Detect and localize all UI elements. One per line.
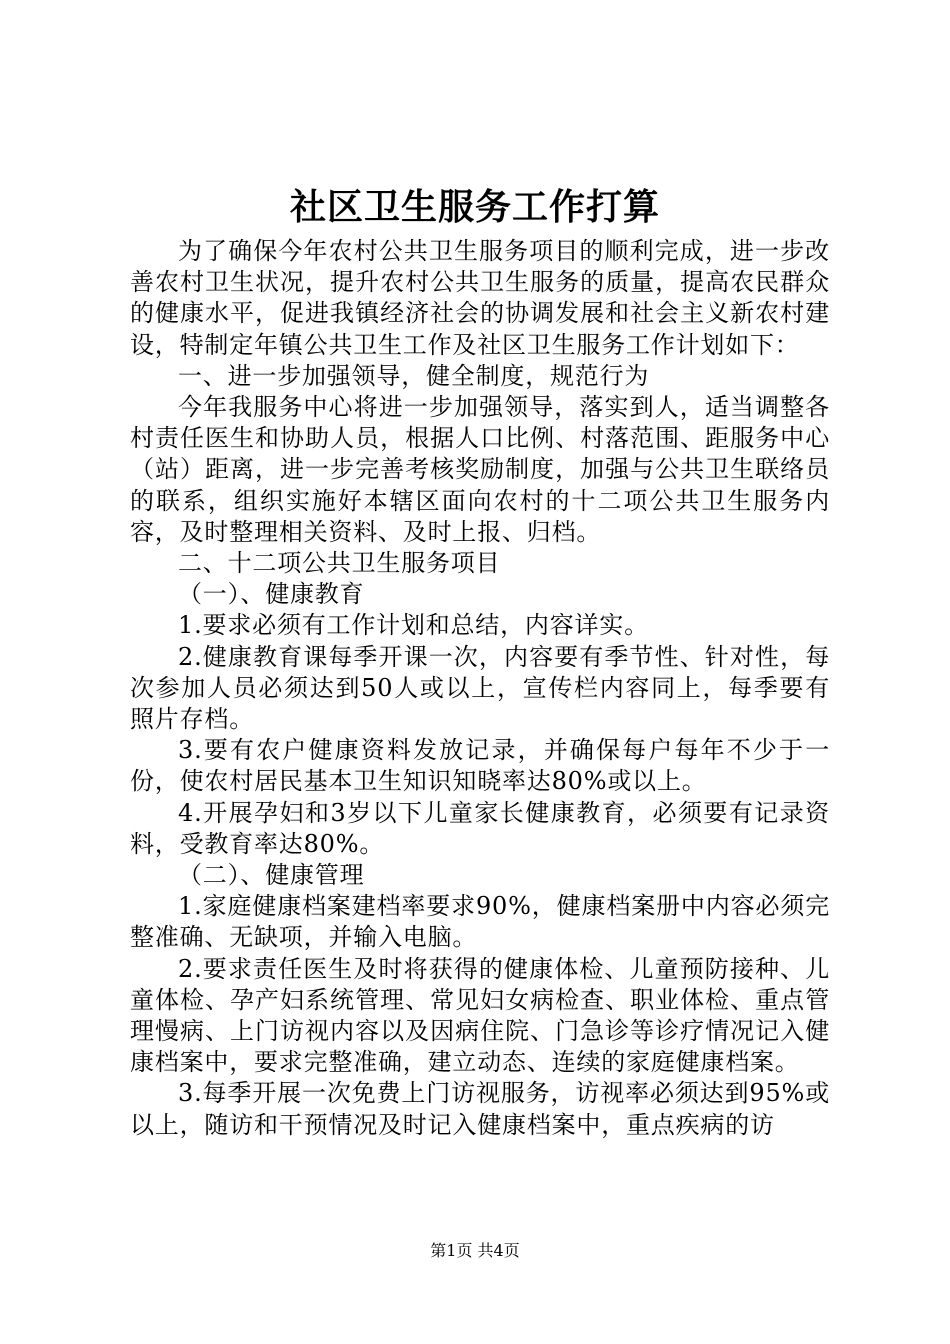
list-item: 4.开展孕妇和3岁以下儿童家长健康教育，必须要有记录资料，受教育率达80%。 [130, 798, 830, 858]
section-heading-1: 一、进一步加强领导，健全制度，规范行为 [178, 361, 650, 390]
section-heading-2: 二、十二项公共卫生服务项目 [178, 549, 501, 578]
list-item: 3.每季开展一次免费上门访视服务，访视率必须达到95%或以上，随访和干预情况及时记入健康档案中，重点疾病的访 [130, 1079, 830, 1139]
list-item: 3.要有农户健康资料发放记录，并确保每户每年不少于一份，使农村居民基本卫生知识知晓率达80%或以上。 [130, 736, 830, 796]
list-item: 1.家庭健康档案建档率要求90%，健康档案册中内容必须完整准确、无缺项，并输入电脑。 [130, 892, 830, 952]
list-item: 1.要求必须有工作计划和总结，内容详实。 [178, 611, 649, 640]
document-title: 社区卫生服务工作打算 [289, 186, 660, 228]
document-body [130, 236, 830, 1141]
page-footer: 第1页 共4页 [430, 1241, 520, 1260]
subsection-heading-health-management: （二）、健康管理 [178, 861, 365, 890]
intro-paragraph: 为了确保今年农村公共卫生服务项目的顺利完成，进一步改善农村卫生状况，提升农村公共卫生服务的质量，提高农民群众的健康水平，促进我镇经济社会的协调发展和社会主义新农村建设，特制定年镇公共卫生工作及社区卫生服务工作计划如下： [130, 237, 830, 359]
list-item: 2.要求责任医生及时将获得的健康体检、儿童预防接种、儿童体检、孕产妇系统管理、常见妇女病检查、职业体检、重点管理慢病、上门访视内容以及因病住院、门急诊等诊疗情况记入健康档案中，要求完整准确，建立动态、连续的家庭健康档案。 [130, 954, 830, 1077]
subsection-heading-health-education: （一）、健康教育 [178, 580, 365, 609]
list-item: 2.健康教育课每季开课一次，内容要有季节性、针对性，每次参加人员必须达到50人或以上，宣传栏内容同上，每季要有照片存档。 [130, 642, 830, 734]
section-1-paragraph: 今年我服务中心将进一步加强领导，落实到人，适当调整各村责任医生和协助人员，根据人口比例、村落范围、距服务中心（站）距离，进一步完善考核奖励制度，加强与公共卫生联络员的联系，组织实施好本辖区面向农村的十二项公共卫生服务内容，及时整理相关资料、及时上报、归档。 [130, 393, 830, 546]
